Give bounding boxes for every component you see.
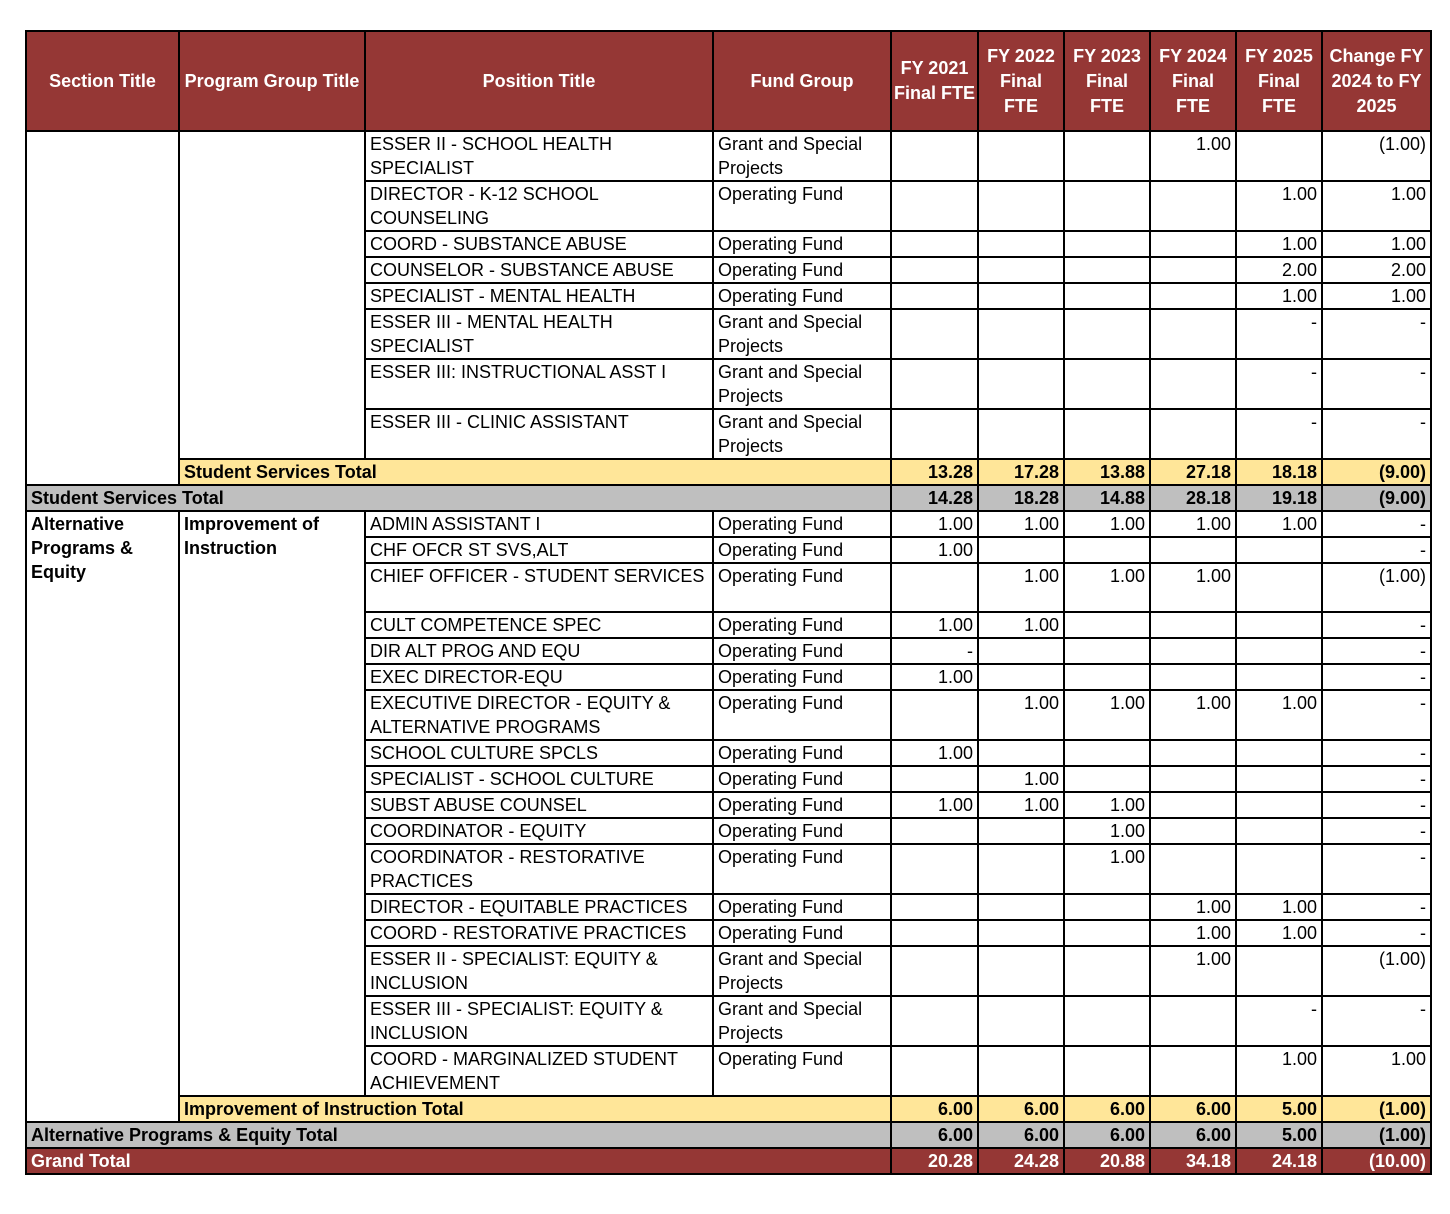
section-total-label: Student Services Total [26, 485, 891, 511]
program-cell [179, 131, 365, 459]
fte-value: 1.00 [891, 537, 978, 563]
fte-value: 1.00 [1150, 920, 1236, 946]
fte-value [891, 231, 978, 257]
fund-group: Operating Fund [713, 612, 891, 638]
fund-group: Operating Fund [713, 690, 891, 740]
fund-group: Grant and Special Projects [713, 131, 891, 181]
fte-value: 1.00 [1322, 1046, 1431, 1096]
fte-value: 1.00 [1064, 818, 1150, 844]
position-title: COORD - SUBSTANCE ABUSE [365, 231, 713, 257]
fte-value [1236, 638, 1322, 664]
fte-value: 17.28 [978, 459, 1064, 485]
col-header-change: Change FY 2024 to FY 2025 [1322, 31, 1431, 131]
fund-group: Operating Fund [713, 818, 891, 844]
position-title: DIRECTOR - EQUITABLE PRACTICES [365, 894, 713, 920]
fte-value: 34.18 [1150, 1148, 1236, 1174]
fte-value [891, 920, 978, 946]
col-header-fy2025: FY 2025 Final FTE [1236, 31, 1322, 131]
fte-value: (1.00) [1322, 563, 1431, 612]
fund-group: Grant and Special Projects [713, 359, 891, 409]
fte-value: 5.00 [1236, 1122, 1322, 1148]
fte-value: 1.00 [1150, 511, 1236, 537]
position-title: ADMIN ASSISTANT I [365, 511, 713, 537]
fte-value: 1.00 [1064, 844, 1150, 894]
fte-value [1150, 844, 1236, 894]
fte-value: - [1322, 996, 1431, 1046]
position-title: DIR ALT PROG AND EQU [365, 638, 713, 664]
fte-value [891, 563, 978, 612]
col-header-program: Program Group Title [179, 31, 365, 131]
fte-value [1236, 740, 1322, 766]
fte-value [978, 283, 1064, 309]
fte-value: 1.00 [891, 792, 978, 818]
fte-value: - [1322, 792, 1431, 818]
grand-total-label: Grand Total [26, 1148, 891, 1174]
fund-group: Grant and Special Projects [713, 309, 891, 359]
fte-value: (9.00) [1322, 485, 1431, 511]
fund-group: Operating Fund [713, 1046, 891, 1096]
fte-value: 20.88 [1064, 1148, 1150, 1174]
fte-value [1150, 612, 1236, 638]
position-title: ESSER III: INSTRUCTIONAL ASST I [365, 359, 713, 409]
fte-value [978, 1046, 1064, 1096]
fte-value: - [1322, 690, 1431, 740]
col-header-fy2021: FY 2021 Final FTE [891, 31, 978, 131]
fte-value [978, 638, 1064, 664]
fte-value: 1.00 [1150, 894, 1236, 920]
fte-value [1064, 131, 1150, 181]
fte-value: - [1236, 996, 1322, 1046]
table-row [26, 511, 1431, 537]
fte-value [1236, 537, 1322, 563]
fte-value [1150, 283, 1236, 309]
fte-value: 1.00 [1322, 181, 1431, 231]
fte-value [1236, 818, 1322, 844]
fte-value: 1.00 [1322, 231, 1431, 257]
fte-value [891, 946, 978, 996]
fte-value [1064, 612, 1150, 638]
fte-value: (1.00) [1322, 131, 1431, 181]
fte-value [891, 766, 978, 792]
fte-value [1064, 766, 1150, 792]
position-title: COUNSELOR - SUBSTANCE ABUSE [365, 257, 713, 283]
section-total-row [26, 1122, 1431, 1148]
fte-value: 1.00 [891, 664, 978, 690]
col-header-section: Section Title [26, 31, 179, 131]
fte-value: 1.00 [1064, 563, 1150, 612]
fte-value [978, 818, 1064, 844]
position-title: ESSER II - SPECIALIST: EQUITY & INCLUSION [365, 946, 713, 996]
fte-value [1236, 612, 1322, 638]
fte-value [1236, 563, 1322, 612]
fte-value [1150, 409, 1236, 459]
grand-total-row [26, 1148, 1431, 1174]
fte-value: - [1236, 359, 1322, 409]
col-header-fy2024: FY 2024 Final FTE [1150, 31, 1236, 131]
fte-value: 1.00 [978, 511, 1064, 537]
position-title: SPECIALIST - SCHOOL CULTURE [365, 766, 713, 792]
fte-table [25, 30, 1432, 1175]
fte-value: 1.00 [1322, 283, 1431, 309]
program-cell: Improvement of Instruction [179, 511, 365, 1096]
fte-value [891, 818, 978, 844]
fte-value: - [1322, 894, 1431, 920]
fte-value [1150, 181, 1236, 231]
fund-group: Operating Fund [713, 664, 891, 690]
fte-value [1150, 664, 1236, 690]
fte-value [1064, 638, 1150, 664]
fte-value [978, 664, 1064, 690]
fte-value: 13.88 [1064, 459, 1150, 485]
fte-value: - [1322, 766, 1431, 792]
position-title: ESSER III - CLINIC ASSISTANT [365, 409, 713, 459]
fte-value [978, 181, 1064, 231]
section-cell [26, 131, 179, 485]
position-title: SPECIALIST - MENTAL HEALTH [365, 283, 713, 309]
fte-value: 1.00 [1236, 690, 1322, 740]
fte-value: - [1322, 818, 1431, 844]
fund-group: Operating Fund [713, 511, 891, 537]
position-title: EXECUTIVE DIRECTOR - EQUITY & ALTERNATIVE PROGRAMS [365, 690, 713, 740]
fte-value: 1.00 [1064, 792, 1150, 818]
position-title: ESSER III - MENTAL HEALTH SPECIALIST [365, 309, 713, 359]
fund-group: Operating Fund [713, 257, 891, 283]
section-total-label: Alternative Programs & Equity Total [26, 1122, 891, 1148]
position-title: COORDINATOR - EQUITY [365, 818, 713, 844]
program-group-total-label: Improvement of Instruction Total [179, 1096, 891, 1122]
fte-value: 1.00 [1150, 131, 1236, 181]
fte-value [1236, 766, 1322, 792]
fte-value [1064, 1046, 1150, 1096]
fte-value: - [1322, 638, 1431, 664]
fte-value [891, 409, 978, 459]
fte-value: (1.00) [1322, 946, 1431, 996]
fte-value [1150, 257, 1236, 283]
fte-value [978, 920, 1064, 946]
fund-group: Operating Fund [713, 792, 891, 818]
fte-value [1064, 996, 1150, 1046]
fte-value: - [1322, 359, 1431, 409]
fte-value: 27.18 [1150, 459, 1236, 485]
fte-value: 1.00 [1236, 1046, 1322, 1096]
fte-value [1150, 231, 1236, 257]
fte-value [891, 1046, 978, 1096]
position-title: COORD - MARGINALIZED STUDENT ACHIEVEMENT [365, 1046, 713, 1096]
fte-value: 1.00 [978, 766, 1064, 792]
fte-value: - [1322, 309, 1431, 359]
fte-value: - [1322, 844, 1431, 894]
fte-value: 1.00 [1236, 920, 1322, 946]
position-title: CULT COMPETENCE SPEC [365, 612, 713, 638]
fte-value [1064, 283, 1150, 309]
fte-value: (10.00) [1322, 1148, 1431, 1174]
fte-value [1236, 664, 1322, 690]
fte-value [978, 844, 1064, 894]
fte-value: 6.00 [1150, 1096, 1236, 1122]
fte-value: 1.00 [1236, 511, 1322, 537]
header-row [26, 31, 1431, 131]
fund-group: Operating Fund [713, 231, 891, 257]
fte-value: (1.00) [1322, 1096, 1431, 1122]
fte-value [891, 283, 978, 309]
col-header-fy2022: FY 2022 Final FTE [978, 31, 1064, 131]
fte-value [978, 894, 1064, 920]
fte-value: 5.00 [1236, 1096, 1322, 1122]
fund-group: Operating Fund [713, 894, 891, 920]
fte-value [978, 740, 1064, 766]
fte-value [1150, 309, 1236, 359]
program-group-total-label: Student Services Total [179, 459, 891, 485]
fte-value: 1.00 [978, 792, 1064, 818]
fte-value [1150, 818, 1236, 844]
fund-group: Operating Fund [713, 920, 891, 946]
fte-value [1236, 844, 1322, 894]
fte-value: 1.00 [1236, 181, 1322, 231]
fund-group: Operating Fund [713, 740, 891, 766]
fte-value: 1.00 [1150, 946, 1236, 996]
fte-value [978, 131, 1064, 181]
fte-value [978, 537, 1064, 563]
fte-value: - [891, 638, 978, 664]
position-title: ESSER II - SCHOOL HEALTH SPECIALIST [365, 131, 713, 181]
fte-value [891, 131, 978, 181]
fte-value: - [1322, 664, 1431, 690]
table-row [26, 131, 1431, 181]
fte-value: (9.00) [1322, 459, 1431, 485]
fte-value [1064, 231, 1150, 257]
fte-value: - [1236, 409, 1322, 459]
col-header-fy2023: FY 2023 Final FTE [1064, 31, 1150, 131]
fte-value [1236, 946, 1322, 996]
fte-value [891, 257, 978, 283]
fte-value [1064, 537, 1150, 563]
fte-value: (1.00) [1322, 1122, 1431, 1148]
fund-group: Grant and Special Projects [713, 946, 891, 996]
program-group-total-row [26, 459, 1431, 485]
fte-value: 14.28 [891, 485, 978, 511]
fte-value [1064, 257, 1150, 283]
fte-value: - [1322, 740, 1431, 766]
fte-value [1150, 766, 1236, 792]
fte-value [1150, 1046, 1236, 1096]
section-cell: Alternative Programs & Equity [26, 511, 179, 1122]
fte-value: - [1322, 409, 1431, 459]
fte-value [978, 946, 1064, 996]
fund-group: Grant and Special Projects [713, 996, 891, 1046]
fte-value: 6.00 [978, 1122, 1064, 1148]
col-header-fund: Fund Group [713, 31, 891, 131]
fte-value: 1.00 [891, 612, 978, 638]
col-header-position: Position Title [365, 31, 713, 131]
fund-group: Operating Fund [713, 766, 891, 792]
fte-value [891, 309, 978, 359]
position-title: DIRECTOR - K-12 SCHOOL COUNSELING [365, 181, 713, 231]
fund-group: Operating Fund [713, 181, 891, 231]
fte-value [978, 996, 1064, 1046]
section-total-row [26, 485, 1431, 511]
fte-value [1064, 946, 1150, 996]
fte-value: 6.00 [891, 1096, 978, 1122]
fte-value [1150, 638, 1236, 664]
fte-value: 24.18 [1236, 1148, 1322, 1174]
fte-value: 1.00 [1236, 283, 1322, 309]
position-title: SCHOOL CULTURE SPCLS [365, 740, 713, 766]
fte-value [891, 894, 978, 920]
program-group-total-row [26, 1096, 1431, 1122]
fte-value: 1.00 [978, 612, 1064, 638]
fund-group: Grant and Special Projects [713, 409, 891, 459]
fte-value [1064, 664, 1150, 690]
position-title: CHF OFCR ST SVS,ALT [365, 537, 713, 563]
fte-value [1064, 740, 1150, 766]
fte-value [1064, 920, 1150, 946]
fte-value: 13.28 [891, 459, 978, 485]
fte-value [1064, 359, 1150, 409]
fte-value: 1.00 [1236, 231, 1322, 257]
fte-value: 1.00 [1236, 894, 1322, 920]
fte-value [891, 690, 978, 740]
fte-value: 18.18 [1236, 459, 1322, 485]
fte-value: 6.00 [978, 1096, 1064, 1122]
fte-value [1236, 792, 1322, 818]
position-title: CHIEF OFFICER - STUDENT SERVICES [365, 563, 713, 612]
fte-value [891, 181, 978, 231]
fte-value: 6.00 [1064, 1122, 1150, 1148]
fte-value [891, 996, 978, 1046]
fte-value: 6.00 [891, 1122, 978, 1148]
position-title: EXEC DIRECTOR-EQU [365, 664, 713, 690]
fte-value: 1.00 [891, 740, 978, 766]
fte-value: 19.18 [1236, 485, 1322, 511]
fte-value [1064, 409, 1150, 459]
fte-value: - [1322, 511, 1431, 537]
fte-value [1150, 740, 1236, 766]
fund-group: Operating Fund [713, 537, 891, 563]
fte-value [978, 409, 1064, 459]
fund-group: Operating Fund [713, 283, 891, 309]
fte-value: 2.00 [1236, 257, 1322, 283]
fte-value [891, 844, 978, 894]
fte-value: 1.00 [1064, 511, 1150, 537]
fte-value: 6.00 [1150, 1122, 1236, 1148]
fte-value: - [1322, 920, 1431, 946]
fte-value [978, 257, 1064, 283]
fund-group: Operating Fund [713, 563, 891, 612]
fte-value: - [1322, 612, 1431, 638]
fte-value: 20.28 [891, 1148, 978, 1174]
fte-value: 2.00 [1322, 257, 1431, 283]
fte-value [1064, 894, 1150, 920]
fte-value: 18.28 [978, 485, 1064, 511]
fte-value: 24.28 [978, 1148, 1064, 1174]
fte-value [891, 359, 978, 409]
position-title: SUBST ABUSE COUNSEL [365, 792, 713, 818]
fte-value [978, 231, 1064, 257]
fte-value [978, 309, 1064, 359]
fte-value: 1.00 [978, 690, 1064, 740]
fte-value [1064, 181, 1150, 231]
position-title: COORDINATOR - RESTORATIVE PRACTICES [365, 844, 713, 894]
fte-value: - [1236, 309, 1322, 359]
fte-value: 1.00 [891, 511, 978, 537]
fte-value [1150, 537, 1236, 563]
fte-value [978, 359, 1064, 409]
fte-value: 14.88 [1064, 485, 1150, 511]
fte-value [1150, 792, 1236, 818]
fte-value: - [1322, 537, 1431, 563]
position-title: ESSER III - SPECIALIST: EQUITY & INCLUSION [365, 996, 713, 1046]
fte-value: 1.00 [1150, 563, 1236, 612]
fte-value: 1.00 [1150, 690, 1236, 740]
fte-value: 1.00 [978, 563, 1064, 612]
position-title: COORD - RESTORATIVE PRACTICES [365, 920, 713, 946]
fte-value [1064, 309, 1150, 359]
fund-group: Operating Fund [713, 638, 891, 664]
fte-value [1150, 996, 1236, 1046]
fte-value: 6.00 [1064, 1096, 1150, 1122]
fte-value: 28.18 [1150, 485, 1236, 511]
fte-value: 1.00 [1064, 690, 1150, 740]
fund-group: Operating Fund [713, 844, 891, 894]
fte-value [1150, 359, 1236, 409]
fte-value [1236, 131, 1322, 181]
